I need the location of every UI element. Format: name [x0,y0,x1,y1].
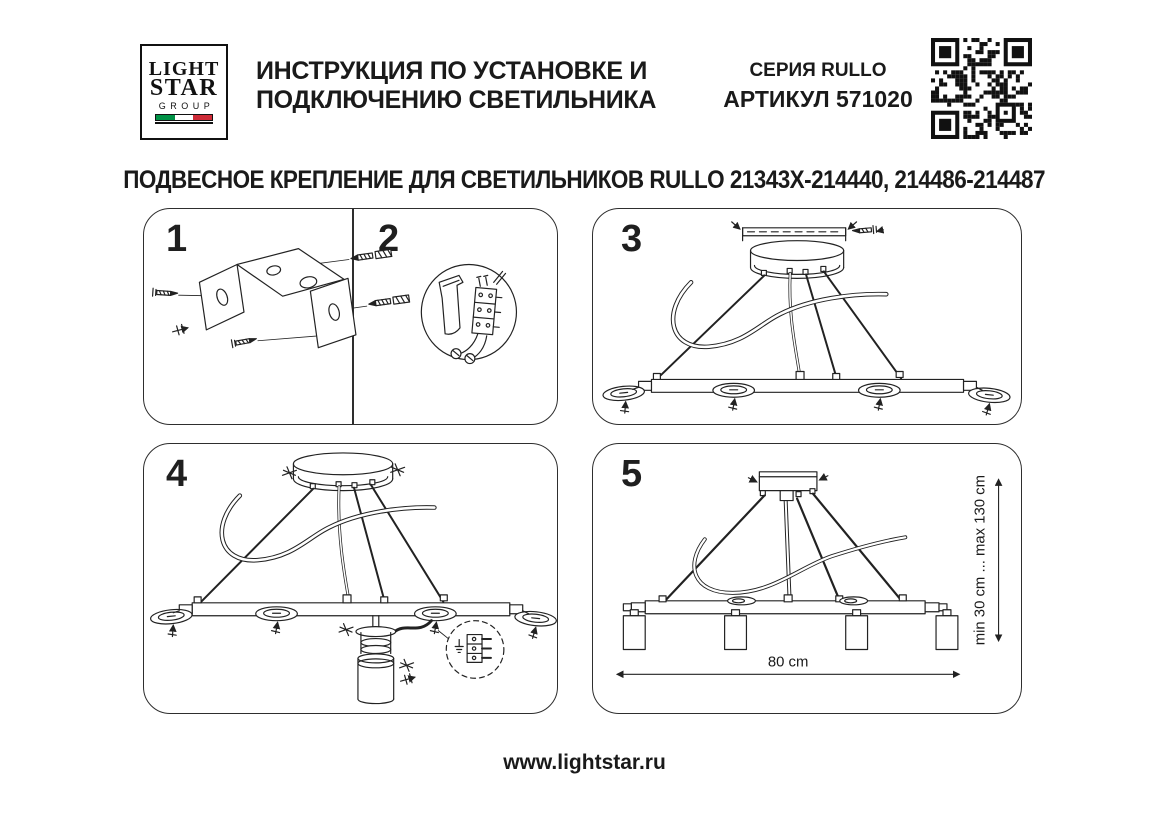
page-title [256,57,656,115]
panel-step-5 [592,443,1022,714]
logo-text-light: LIGHT [148,57,220,80]
step-number-3: 3 [621,218,643,260]
step-number-5: 5 [621,453,643,495]
bracket-and-wiring-diagram [144,209,557,424]
title-line-1: ИНСТРУКЦИЯ ПО УСТАНОВКЕ И [256,57,648,85]
logo-text-star: STAR [149,74,219,101]
series-article-block [722,60,914,113]
step-number-2: 2 [378,218,400,260]
flag-underline [155,122,213,125]
ceiling-mount-diagram [593,209,1021,424]
subtitle-text: ПОДВЕСНОЕ КРЕПЛЕНИЕ ДЛЯ СВЕТИЛЬНИКОВ RULLO 21343X-214440, 214486-214487 [123,166,1046,194]
italian-flag-stripe [155,114,213,121]
assembled-fixture-dimensions-diagram [593,444,1021,713]
title-line-2: ПОДКЛЮЧЕНИЮ СВЕТИЛЬНИКА [256,86,657,114]
qr-code [931,38,1032,139]
panel-step-4 [143,443,558,714]
panel-step-3 [592,208,1022,425]
height-dimension-label: min 30 cm ... max 130 cm [972,474,989,646]
lightstar-logo [140,44,228,140]
article-label: АРТИКУЛ 571020 [723,86,913,112]
subtitle [0,166,1169,195]
series-label: СЕРИЯ RULLO [749,60,887,81]
panel-steps-1-2 [143,208,558,425]
lamp-attachment-diagram [144,444,557,713]
logo-text-group: GROUP [158,100,215,111]
width-dimension-label: 80 cm [767,654,809,671]
step-number-1: 1 [166,218,188,260]
website-url: www.lightstar.ru [503,751,666,774]
step-number-4: 4 [166,453,188,495]
